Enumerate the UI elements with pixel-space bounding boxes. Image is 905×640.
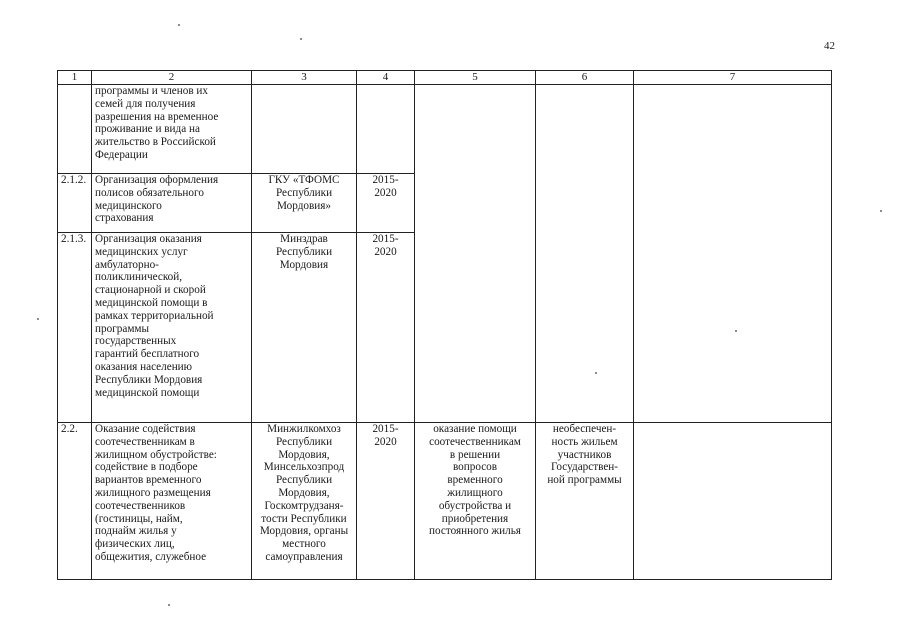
scan-speck xyxy=(595,372,597,374)
header-cell: 6 xyxy=(536,71,634,85)
executor: Минздрав Республики Мордовия xyxy=(252,233,357,423)
measure-name: программы и членов их семей для получения разрешения на временное проживание и вида на жительство в Российской Федерации xyxy=(92,85,252,174)
measure-name: Организация оказания медицинских услуг амбулаторно- поликлинической, стационарной и скорой медицинской помощи в рамках территориальной программы государственных гарантий бесплатного оказания населению Республики Мордовия медицинской помощи xyxy=(92,233,252,423)
scan-speck xyxy=(300,38,302,40)
header-cell: 4 xyxy=(357,71,415,85)
expected-result xyxy=(415,85,536,423)
note xyxy=(634,423,832,580)
expected-result: оказание помощи соотечественникам в решении вопросов временного жилищного обустройства и приобретения постоянного жилья xyxy=(415,423,536,580)
executor: Минжилкомхоз Республики Мордовия, Минсельхозпрод Республики Мордовия, Госкомтрудзаня- тости Республики Мордовия, органы местного самоуправления xyxy=(252,423,357,580)
header-cell: 1 xyxy=(58,71,92,85)
program-table xyxy=(57,70,832,580)
row-number: 2.1.2. xyxy=(58,174,92,233)
header-cell: 5 xyxy=(415,71,536,85)
table-header-row xyxy=(58,71,832,85)
measure-name: Оказание содействия соотечественникам в жилищном обустройстве: содействие в подборе вариантов временного жилищного размещения соотечественников (гостиницы, найм, поднайм жилья у физических лиц, общежития, служебное xyxy=(92,423,252,580)
period: 2015- 2020 xyxy=(357,174,415,233)
header-cell: 3 xyxy=(252,71,357,85)
table-row xyxy=(58,85,832,174)
row-number: 2.1.3. xyxy=(58,233,92,423)
header-cell: 7 xyxy=(634,71,832,85)
executor: ГКУ «ТФОМС Республики Мордовия» xyxy=(252,174,357,233)
note xyxy=(634,85,832,423)
risk xyxy=(536,85,634,423)
header-cell: 2 xyxy=(92,71,252,85)
period xyxy=(357,85,415,174)
scan-speck xyxy=(880,210,882,212)
page-number: 42 xyxy=(824,40,835,52)
table-row xyxy=(58,423,832,580)
period: 2015- 2020 xyxy=(357,233,415,423)
measure-name: Организация оформления полисов обязательного медицинского страхования xyxy=(92,174,252,233)
row-number: 2.2. xyxy=(58,423,92,580)
executor xyxy=(252,85,357,174)
row-number xyxy=(58,85,92,174)
scan-speck xyxy=(37,318,39,320)
period: 2015- 2020 xyxy=(357,423,415,580)
scan-speck xyxy=(168,604,170,606)
scan-speck xyxy=(178,24,180,26)
risk: необеспечен- ность жильем участников Государствен- ной программы xyxy=(536,423,634,580)
scan-speck xyxy=(735,330,737,332)
